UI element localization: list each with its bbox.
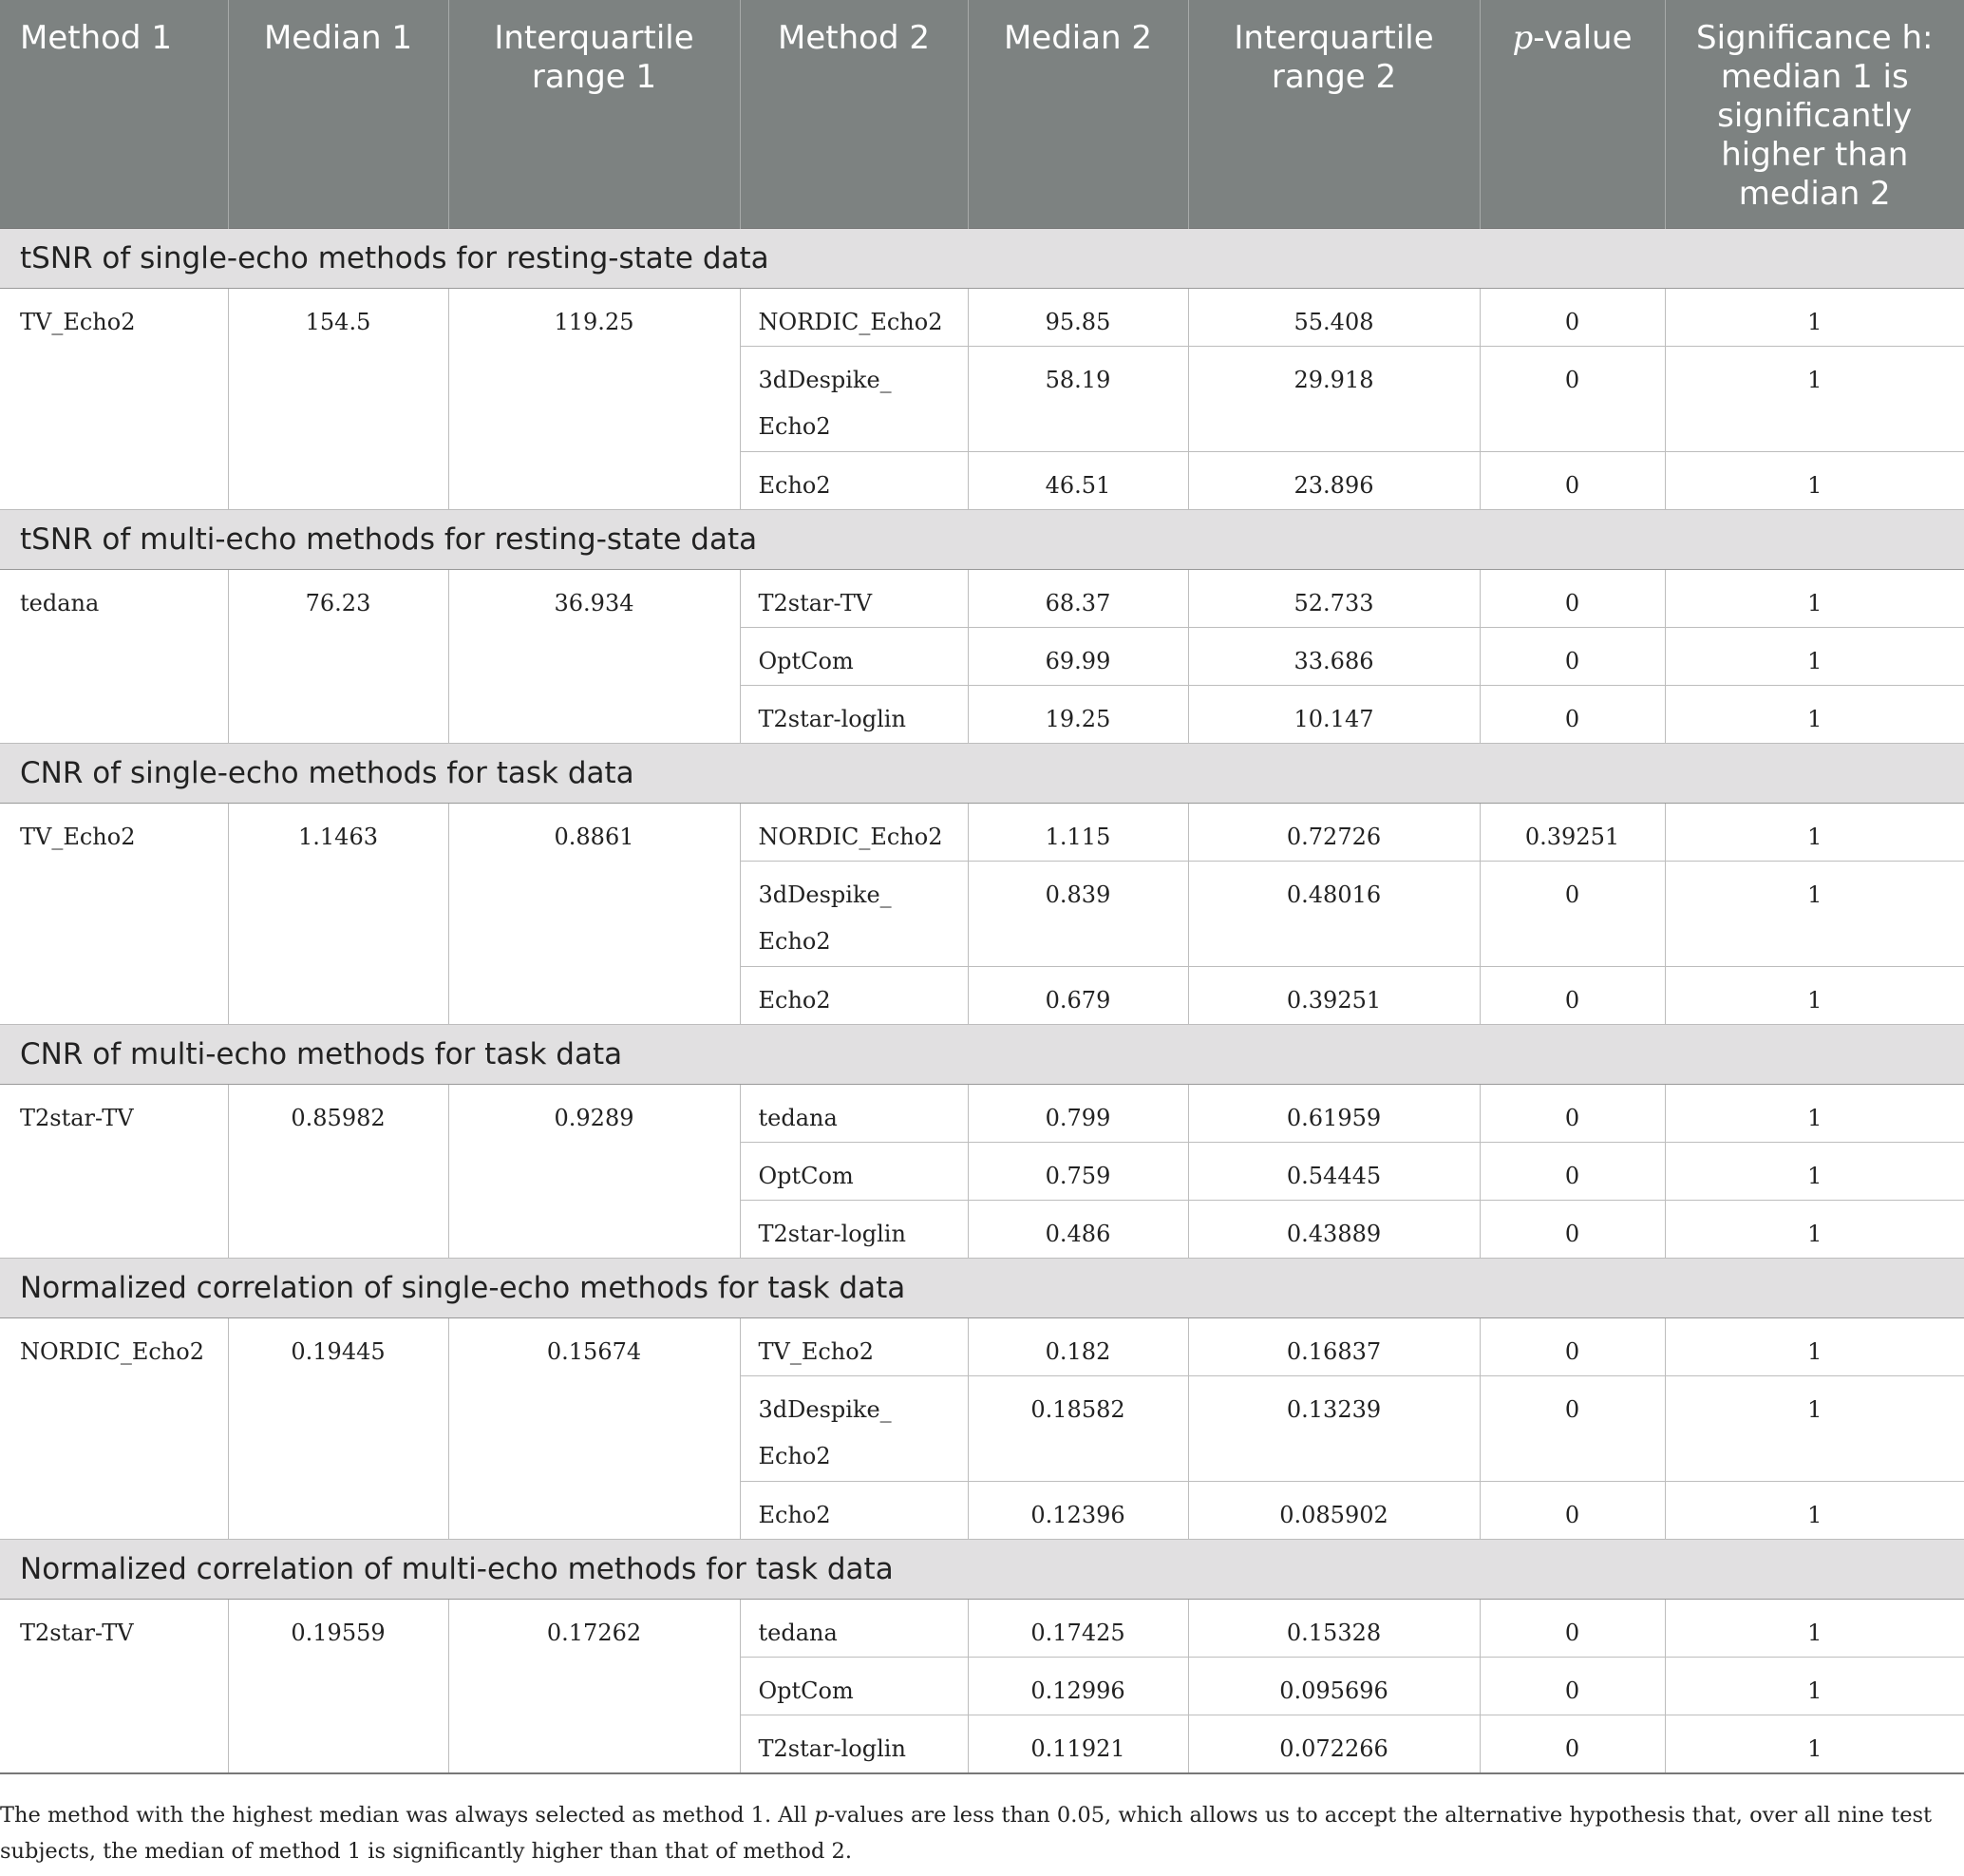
median-1-cell: 1.1463 xyxy=(228,803,448,1024)
iqr-2-cell: 29.918 xyxy=(1188,346,1480,451)
footnote-p-letter: p xyxy=(814,1803,828,1828)
median-2-cell: 0.679 xyxy=(968,966,1188,1024)
section-title: CNR of multi-echo methods for task data xyxy=(0,1024,1964,1084)
p-value-cell: 0 xyxy=(1480,569,1665,627)
iqr-2-cell: 0.72726 xyxy=(1188,803,1480,861)
iqr-2-cell: 0.095696 xyxy=(1188,1657,1480,1715)
method-1-cell: NORDIC_Echo2 xyxy=(0,1317,228,1539)
method-1-cell: T2star-TV xyxy=(0,1084,228,1258)
section-title: tSNR of single-echo methods for resting-state data xyxy=(0,228,1964,288)
header-iqr-2: Interquartile range 2 xyxy=(1188,0,1480,228)
table-row xyxy=(0,288,1964,346)
header-median-2: Median 2 xyxy=(968,0,1188,228)
method-1-cell: tedana xyxy=(0,569,228,743)
p-value-cell: 0 xyxy=(1480,1200,1665,1258)
iqr-2-cell: 0.13239 xyxy=(1188,1375,1480,1481)
footnote-text-2: -values are less than 0.05, which allows us to accept the alternative hypothesis that, over all nine test subjects, the median of method 1 is significantly higher than that of method 2. xyxy=(0,1803,1933,1864)
method-1-cell: TV_Echo2 xyxy=(0,288,228,509)
table-footnote xyxy=(0,1797,1937,1869)
method-2-cell: T2star-loglin xyxy=(740,1715,968,1773)
method-2-cell: NORDIC_Echo2 xyxy=(740,288,968,346)
median-2-cell: 0.486 xyxy=(968,1200,1188,1258)
p-value-cell: 0 xyxy=(1480,1599,1665,1657)
section-header-row xyxy=(0,228,1964,288)
header-p-letter: p xyxy=(1512,19,1534,57)
significance-cell: 1 xyxy=(1665,1375,1964,1481)
median-2-cell: 95.85 xyxy=(968,288,1188,346)
header-iqr-1: Interquartile range 1 xyxy=(448,0,740,228)
significance-cell: 1 xyxy=(1665,1200,1964,1258)
method-2-cell: 3dDespike_ Echo2 xyxy=(740,1375,968,1481)
p-value-cell: 0 xyxy=(1480,1375,1665,1481)
p-value-cell: 0 xyxy=(1480,346,1665,451)
significance-cell: 1 xyxy=(1665,569,1964,627)
method-1-cell: TV_Echo2 xyxy=(0,803,228,1024)
method-2-cell: T2star-TV xyxy=(740,569,968,627)
iqr-2-cell: 23.896 xyxy=(1188,451,1480,509)
p-value-cell: 0 xyxy=(1480,1084,1665,1142)
iqr-2-cell: 0.43889 xyxy=(1188,1200,1480,1258)
section-header-row xyxy=(0,509,1964,569)
method-1-cell: T2star-TV xyxy=(0,1599,228,1773)
median-2-cell: 0.182 xyxy=(968,1317,1188,1375)
median-2-cell: 0.18582 xyxy=(968,1375,1188,1481)
median-1-cell: 76.23 xyxy=(228,569,448,743)
iqr-2-cell: 0.48016 xyxy=(1188,861,1480,966)
median-2-cell: 58.19 xyxy=(968,346,1188,451)
method-2-cell: OptCom xyxy=(740,1142,968,1200)
significance-cell: 1 xyxy=(1665,1715,1964,1773)
significance-cell: 1 xyxy=(1665,288,1964,346)
table-header xyxy=(0,0,1964,228)
section-header-row xyxy=(0,1539,1964,1599)
section-title: Normalized correlation of multi-echo methods for task data xyxy=(0,1539,1964,1599)
iqr-2-cell: 52.733 xyxy=(1188,569,1480,627)
table-row xyxy=(0,1317,1964,1375)
p-value-cell: 0 xyxy=(1480,288,1665,346)
significance-cell: 1 xyxy=(1665,1599,1964,1657)
iqr-1-cell: 0.15674 xyxy=(448,1317,740,1539)
table-row xyxy=(0,803,1964,861)
significance-cell: 1 xyxy=(1665,803,1964,861)
median-2-cell: 0.839 xyxy=(968,861,1188,966)
median-2-cell: 0.12396 xyxy=(968,1481,1188,1539)
median-1-cell: 154.5 xyxy=(228,288,448,509)
section-header-row xyxy=(0,1024,1964,1084)
method-2-cell: OptCom xyxy=(740,627,968,685)
header-method-1: Method 1 xyxy=(0,0,228,228)
iqr-1-cell: 119.25 xyxy=(448,288,740,509)
table-row xyxy=(0,1084,1964,1142)
p-value-cell: 0.39251 xyxy=(1480,803,1665,861)
method-2-cell: Echo2 xyxy=(740,1481,968,1539)
significance-cell: 1 xyxy=(1665,1481,1964,1539)
median-1-cell: 0.19445 xyxy=(228,1317,448,1539)
iqr-2-cell: 0.085902 xyxy=(1188,1481,1480,1539)
significance-cell: 1 xyxy=(1665,346,1964,451)
section-title: Normalized correlation of single-echo methods for task data xyxy=(0,1258,1964,1317)
significance-cell: 1 xyxy=(1665,1657,1964,1715)
p-value-cell: 0 xyxy=(1480,451,1665,509)
method-2-cell: 3dDespike_ Echo2 xyxy=(740,861,968,966)
p-value-cell: 0 xyxy=(1480,1657,1665,1715)
significance-cell: 1 xyxy=(1665,1084,1964,1142)
method-2-cell: TV_Echo2 xyxy=(740,1317,968,1375)
footnote-text-1: The method with the highest median was always selected as method 1. All xyxy=(0,1803,815,1828)
method-2-cell: Echo2 xyxy=(740,451,968,509)
significance-cell: 1 xyxy=(1665,861,1964,966)
p-value-cell: 0 xyxy=(1480,1142,1665,1200)
iqr-2-cell: 0.16837 xyxy=(1188,1317,1480,1375)
iqr-2-cell: 0.61959 xyxy=(1188,1084,1480,1142)
median-2-cell: 0.799 xyxy=(968,1084,1188,1142)
p-value-cell: 0 xyxy=(1480,1317,1665,1375)
method-2-cell: tedana xyxy=(740,1084,968,1142)
iqr-1-cell: 0.9289 xyxy=(448,1084,740,1258)
median-2-cell: 19.25 xyxy=(968,685,1188,743)
iqr-1-cell: 36.934 xyxy=(448,569,740,743)
iqr-2-cell: 33.686 xyxy=(1188,627,1480,685)
iqr-1-cell: 0.8861 xyxy=(448,803,740,1024)
p-value-cell: 0 xyxy=(1480,966,1665,1024)
iqr-2-cell: 0.15328 xyxy=(1188,1599,1480,1657)
significance-cell: 1 xyxy=(1665,627,1964,685)
iqr-2-cell: 0.54445 xyxy=(1188,1142,1480,1200)
p-value-cell: 0 xyxy=(1480,627,1665,685)
header-p-suffix: -value xyxy=(1533,19,1633,57)
significance-cell: 1 xyxy=(1665,1317,1964,1375)
method-2-cell: NORDIC_Echo2 xyxy=(740,803,968,861)
section-header-row xyxy=(0,1258,1964,1317)
p-value-cell: 0 xyxy=(1480,685,1665,743)
table-body xyxy=(0,228,1964,1773)
median-2-cell: 0.759 xyxy=(968,1142,1188,1200)
method-2-cell: tedana xyxy=(740,1599,968,1657)
iqr-2-cell: 10.147 xyxy=(1188,685,1480,743)
header-p-value xyxy=(1480,0,1665,228)
iqr-2-cell: 0.39251 xyxy=(1188,966,1480,1024)
method-2-cell: 3dDespike_ Echo2 xyxy=(740,346,968,451)
median-2-cell: 68.37 xyxy=(968,569,1188,627)
iqr-2-cell: 0.072266 xyxy=(1188,1715,1480,1773)
method-2-cell: T2star-loglin xyxy=(740,1200,968,1258)
median-2-cell: 1.115 xyxy=(968,803,1188,861)
method-2-cell: OptCom xyxy=(740,1657,968,1715)
significance-cell: 1 xyxy=(1665,685,1964,743)
p-value-cell: 0 xyxy=(1480,1481,1665,1539)
iqr-2-cell: 55.408 xyxy=(1188,288,1480,346)
header-significance: Significance h: median 1 is significantly higher than median 2 xyxy=(1665,0,1964,228)
method-2-cell: Echo2 xyxy=(740,966,968,1024)
section-title: tSNR of multi-echo methods for resting-state data xyxy=(0,509,1964,569)
median-1-cell: 0.85982 xyxy=(228,1084,448,1258)
median-2-cell: 46.51 xyxy=(968,451,1188,509)
section-title: CNR of single-echo methods for task data xyxy=(0,743,1964,803)
header-method-2: Method 2 xyxy=(740,0,968,228)
median-2-cell: 69.99 xyxy=(968,627,1188,685)
p-value-cell: 0 xyxy=(1480,861,1665,966)
header-median-1: Median 1 xyxy=(228,0,448,228)
method-2-cell: T2star-loglin xyxy=(740,685,968,743)
significance-cell: 1 xyxy=(1665,966,1964,1024)
median-1-cell: 0.19559 xyxy=(228,1599,448,1773)
p-value-cell: 0 xyxy=(1480,1715,1665,1773)
iqr-1-cell: 0.17262 xyxy=(448,1599,740,1773)
significance-cell: 1 xyxy=(1665,1142,1964,1200)
table-row xyxy=(0,1599,1964,1657)
median-2-cell: 0.17425 xyxy=(968,1599,1188,1657)
median-2-cell: 0.11921 xyxy=(968,1715,1188,1773)
table-row xyxy=(0,569,1964,627)
section-header-row xyxy=(0,743,1964,803)
median-2-cell: 0.12996 xyxy=(968,1657,1188,1715)
significance-cell: 1 xyxy=(1665,451,1964,509)
